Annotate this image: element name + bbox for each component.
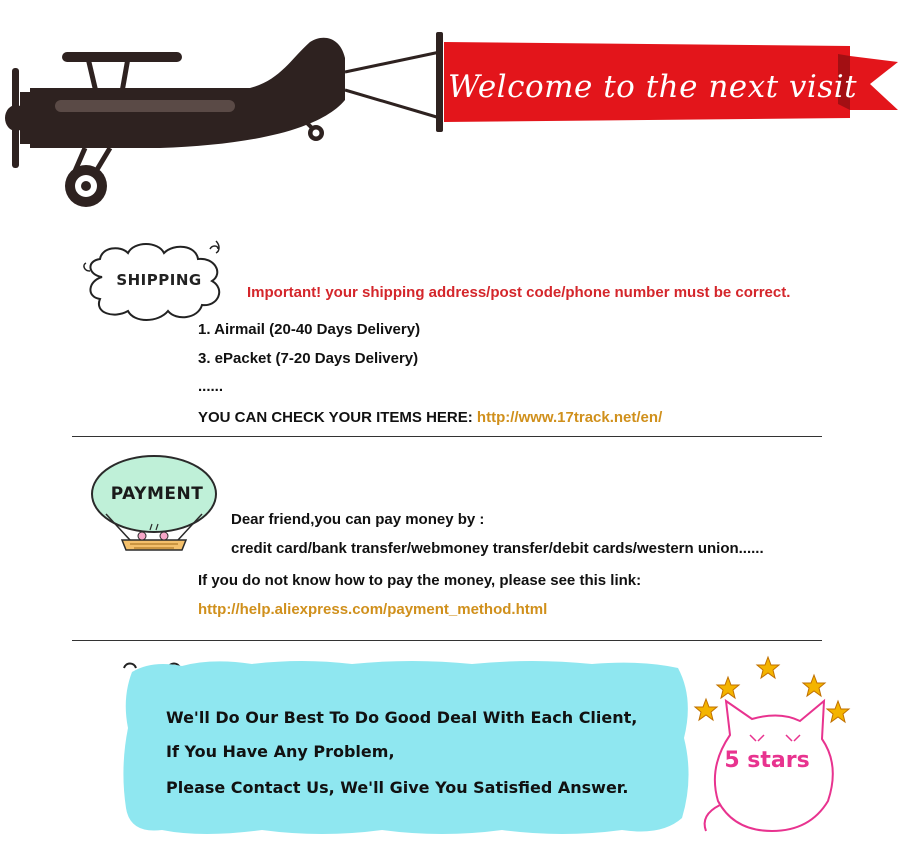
five-stars-badge: 5 stars [724,748,810,773]
shipping-option-more: ...... [198,378,224,395]
banner-text: Welcome to the next visit [448,69,858,105]
payment-methods: credit card/bank transfer/webmoney transfer/debit cards/western union...... [231,540,764,557]
shipping-option-epacket: 3. ePacket (7-20 Days Delivery) [198,350,419,367]
payment-help-text: If you do not know how to pay the money, please see this link: [198,572,642,589]
tracking-prefix: YOU CAN CHECK YOUR ITEMS HERE: [198,409,477,426]
shipping-important-notice: Important! your shipping address/post code/phone number must be correct. [247,284,791,301]
closing-line-3: Please Contact Us, We'll Give You Satisfied Answer. [166,778,629,797]
star-icon [695,657,849,722]
section-divider [72,640,822,641]
airplane-banner-graphic [0,30,900,220]
closing-line-1: We'll Do Our Best To Do Good Deal With Each Client, [166,708,638,727]
payment-intro: Dear friend,you can pay money by : [231,511,485,528]
tracking-line [198,409,662,426]
payment-balloon-icon [86,452,226,562]
payment-label: PAYMENT [110,484,204,504]
closing-line-2: If You Have Any Problem, [166,742,395,761]
payment-help-link[interactable]: http://help.aliexpress.com/payment_method.html [198,601,548,618]
section-divider [72,436,822,437]
shipping-option-airmail: 1. Airmail (20-40 Days Delivery) [198,321,421,338]
tracking-link[interactable]: http://www.17track.net/en/ [476,409,663,426]
shipping-label: SHIPPING [116,271,202,289]
